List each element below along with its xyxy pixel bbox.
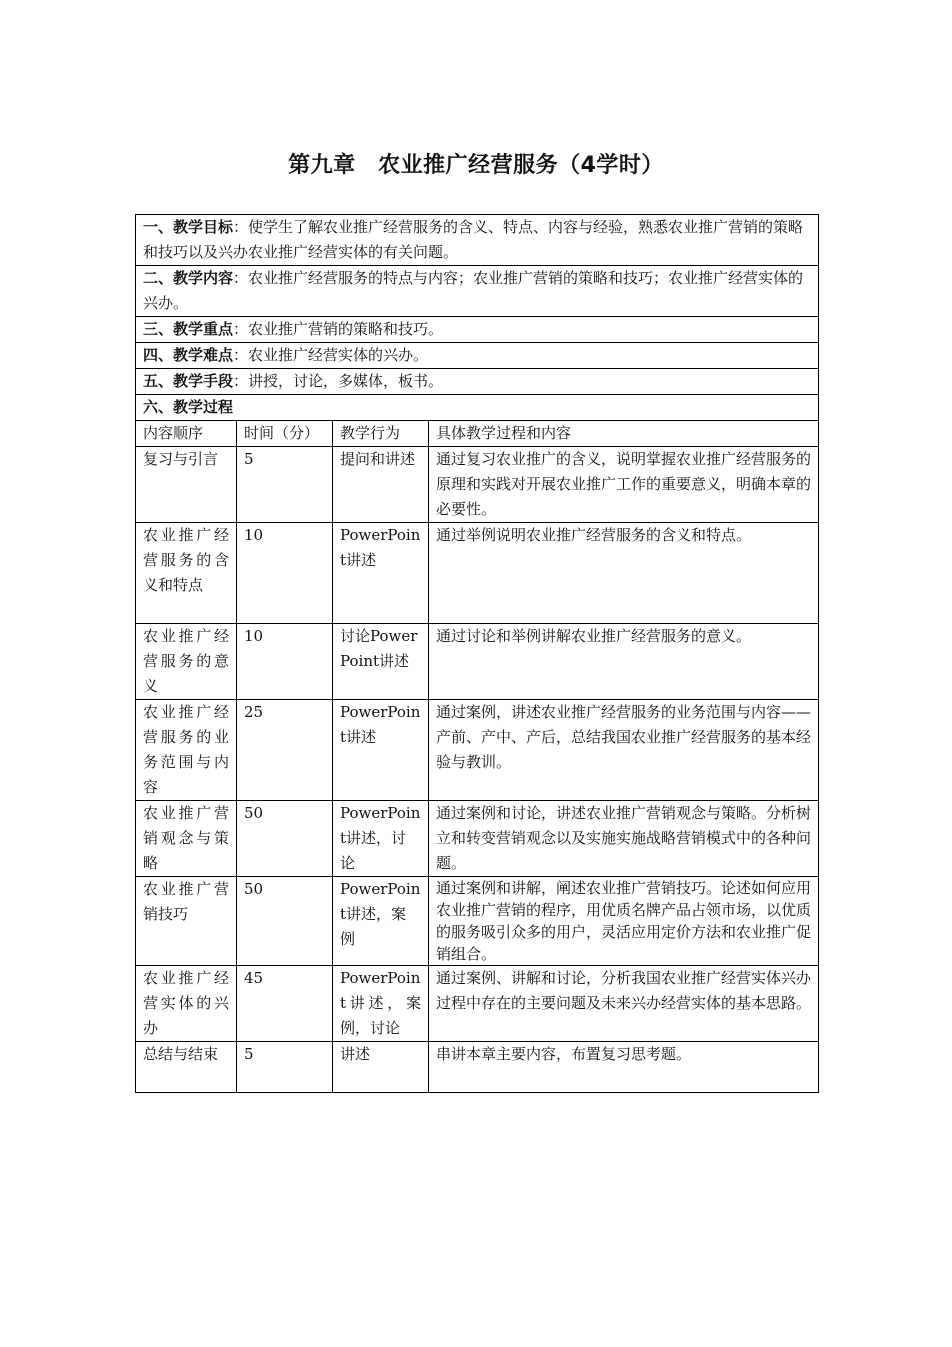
header-cell-detail: 具体教学过程和内容	[429, 421, 819, 447]
detail-cell: 通过复习农业推广的含义，说明掌握农业推广经营服务的原理和实践对开展农业推广工作的重要意义，明确本章的必要性。	[429, 447, 819, 523]
process-row	[136, 523, 819, 624]
detail-cell: 串讲本章主要内容，布置复习思考题。	[429, 1042, 819, 1093]
action-cell: 提问和讲述	[333, 447, 429, 523]
time-cell: 5	[237, 1042, 333, 1093]
section-text: 讲授，讨论，多媒体，板书。	[248, 372, 444, 390]
section-label: 二、教学内容	[143, 269, 234, 287]
action-cell: PowerPoint讲述，案例	[333, 877, 429, 966]
action-cell: PowerPoint讲述	[333, 523, 429, 624]
process-row	[136, 801, 819, 877]
topic-cell: 总结与结束	[136, 1042, 237, 1093]
detail-cell: 通过案例和讨论，讲述农业推广营销观念与策略。分析树立和转变营销观念以及实施实施战略营销模式中的各种问题。	[429, 801, 819, 877]
action-cell: 讨论PowerPoint讲述	[333, 624, 429, 700]
section-separator: ：	[233, 218, 249, 236]
topic-cell: 农业推广营销技巧	[136, 877, 237, 966]
process-row	[136, 447, 819, 523]
topic-cell: 农业推广经营服务的含义和特点	[136, 523, 237, 624]
section-text: 农业推广营销的策略和技巧。	[248, 320, 444, 338]
section-label: 一、教学目标	[143, 218, 234, 236]
section-text: 农业推广经营服务的特点与内容；农业推广营销的策略和技巧；农业推广经营实体的兴办。	[143, 269, 804, 312]
section-separator: ：	[233, 372, 249, 390]
time-cell: 25	[237, 700, 333, 801]
section-label: 三、教学重点	[143, 320, 234, 338]
detail-cell: 通过案例和讲解，阐述农业推广营销技巧。论述如何应用农业推广营销的程序，用优质名牌产品占领市场，以优质的服务吸引众多的用户，灵活应用定价方法和农业推广促销组合。	[429, 877, 819, 966]
section-row-objective	[136, 215, 819, 266]
topic-cell: 农业推广营销观念与策略	[136, 801, 237, 877]
section-row-process	[136, 395, 819, 421]
process-row	[136, 877, 819, 966]
topic-cell: 农业推广经营服务的业务范围与内容	[136, 700, 237, 801]
action-cell: 讲述	[333, 1042, 429, 1093]
header-cell-order: 内容顺序	[136, 421, 237, 447]
section-label: 五、教学手段	[143, 372, 234, 390]
lesson-plan-table	[135, 214, 819, 1093]
time-cell: 5	[237, 447, 333, 523]
header-cell-action: 教学行为	[333, 421, 429, 447]
section-separator: ：	[233, 269, 249, 287]
header-cell-time: 时间（分）	[237, 421, 333, 447]
section-row-methods	[136, 369, 819, 395]
process-row	[136, 1042, 819, 1093]
process-header-row	[136, 421, 819, 447]
section-row-content	[136, 266, 819, 317]
time-cell: 10	[237, 624, 333, 700]
section-label: 六、教学过程	[143, 398, 234, 416]
topic-cell: 复习与引言	[136, 447, 237, 523]
action-cell: PowerPoint讲述	[333, 700, 429, 801]
section-separator: ：	[233, 320, 249, 338]
topic-cell: 农业推广经营服务的意义	[136, 624, 237, 700]
section-row-difficulties	[136, 343, 819, 369]
detail-cell: 通过案例，讲述农业推广经营服务的业务范围与内容——产前、产中、产后，总结我国农业推广经营服务的基本经验与教训。	[429, 700, 819, 801]
process-row	[136, 966, 819, 1042]
time-cell: 50	[237, 877, 333, 966]
topic-cell: 农业推广经营实体的兴办	[136, 966, 237, 1042]
detail-cell: 通过案例、讲解和讨论，分析我国农业推广经营实体兴办过程中存在的主要问题及未来兴办经营实体的基本思路。	[429, 966, 819, 1042]
section-text: 使学生了解农业推广经营服务的含义、特点、内容与经验，熟悉农业推广营销的策略和技巧以及兴办农业推广经营实体的有关问题。	[143, 218, 804, 261]
action-cell: PowerPoint讲述，案例，讨论	[333, 966, 429, 1042]
detail-cell: 通过举例说明农业推广经营服务的含义和特点。	[429, 523, 819, 624]
time-cell: 50	[237, 801, 333, 877]
process-row	[136, 700, 819, 801]
section-label: 四、教学难点	[143, 346, 234, 364]
detail-cell: 通过讨论和举例讲解农业推广经营服务的意义。	[429, 624, 819, 700]
section-row-key-points	[136, 317, 819, 343]
section-text: 农业推广经营实体的兴办。	[248, 346, 429, 364]
page-title: 第九章 农业推广经营服务（4学时）	[288, 153, 664, 178]
action-cell: PowerPoint讲述，讨论	[333, 801, 429, 877]
section-separator: ：	[233, 346, 249, 364]
time-cell: 10	[237, 523, 333, 624]
process-row	[136, 624, 819, 700]
time-cell: 45	[237, 966, 333, 1042]
